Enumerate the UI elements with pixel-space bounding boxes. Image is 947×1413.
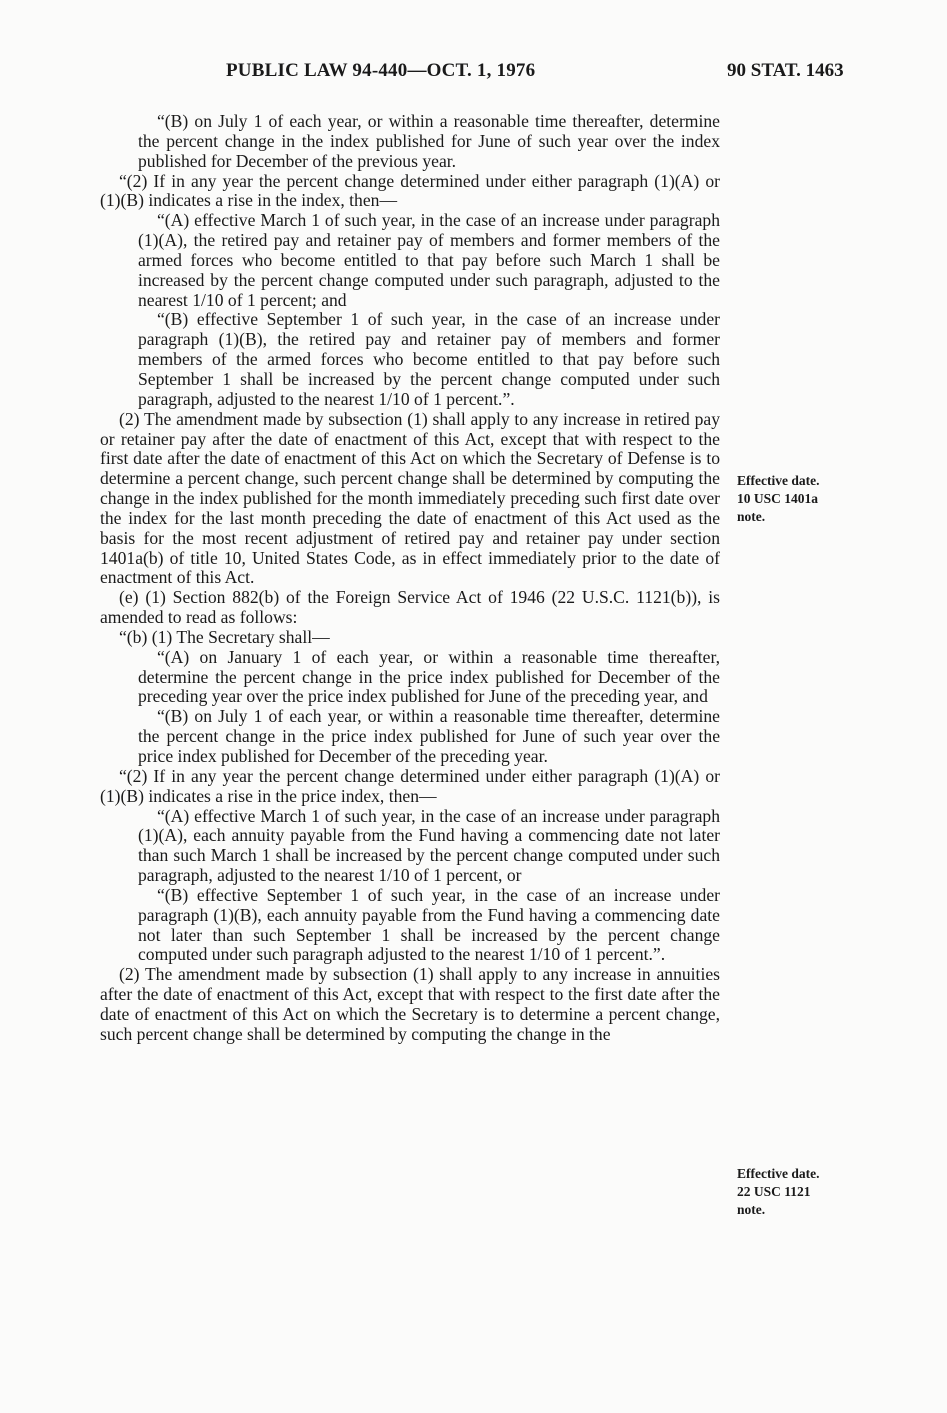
paragraph: “(A) on January 1 of each year, or within a reasonable time thereafter, determine the percent change in the price index published for December of the preceding year over the price index published for June of the preceding year, and	[138, 646, 720, 707]
paragraph: “(B) effective September 1 of such year, in the case of an increase under paragraph (1)(B), each annuity payable from the Fund having a commencing date not later than such September 1 shall be increased by the percent change computed under such paragraph adjusted to the nearest 1/10 of 1 percent.”.	[138, 884, 720, 965]
paragraph: “(B) on July 1 of each year, or within a reasonable time thereafter, determine the percent change in the index published for June of such year over the index published for December of the previous year.	[138, 111, 720, 171]
paragraph: “(B) on July 1 of each year, or within a reasonable time thereafter, determine the percent change in the price index published for June of such year over the price index published for December of the preceding year.	[138, 706, 720, 766]
paragraph: (2) The amendment made by subsection (1) shall apply to any increase in retired pay or retainer pay after the date of enactment of this Act, except that with respect to the first date after the date of enactment of this Act on which the Secretary of Defense is to determine a percent change, such percent change shall be determined by computing the change in the index published for the month immediately preceding such first date over the index for the last month preceding the date of enactment of this Act used as the basis for the most recent adjustment of retired pay and retainer pay under section 1401a(b) of title 10, United States Code, as in effect immediately prior to the date of enactment of this Act.	[100, 408, 720, 588]
statute-page-number: 90 STAT. 1463	[727, 60, 844, 81]
paragraph: “(2) If in any year the percent change determined under either paragraph (1)(A) or (1)(B) indicates a rise in the index, then—	[100, 170, 720, 211]
paragraph: “(A) effective March 1 of such year, in the case of an increase under paragraph (1)(A), the retired pay and retainer pay of members and former members of the armed forces who become entitled to that pay before such March 1 shall be increased by the percent change computed under such paragraph, adjusted to the nearest 1/10 of 1 percent; and	[138, 210, 720, 310]
margin-note-suffix: note.	[737, 1202, 766, 1217]
page-header	[0, 60, 947, 88]
margin-note-suffix: note.	[737, 509, 766, 524]
paragraph: “(2) If in any year the percent change determined under either paragraph (1)(A) or (1)(B) indicates a rise in the price index, then—	[100, 765, 720, 806]
margin-note-citation: 22 USC 1121	[737, 1184, 811, 1199]
running-title: PUBLIC LAW 94-440—OCT. 1, 1976	[226, 60, 536, 81]
statute-body	[100, 112, 720, 1045]
margin-note-citation: 10 USC 1401a	[737, 491, 819, 506]
paragraph: “(A) effective March 1 of such year, in the case of an increase under paragraph (1)(A), each annuity payable from the Fund having a commencing date not later than such March 1 shall be increased by the percent change computed under such paragraph, adjusted to the nearest 1/10 of 1 percent, or	[138, 805, 720, 886]
paragraph: (e) (1) Section 882(b) of the Foreign Service Act of 1946 (22 U.S.C. 1121(b)), is amended to read as follows:	[100, 587, 720, 628]
paragraph: (2) The amendment made by subsection (1) shall apply to any increase in annuities after the date of enactment of this Act, except that with respect to the first date after the date of enactment of this Act on which the Secretary is to determine a percent change, such percent change shall be determined by computing the change in the	[100, 964, 720, 1044]
margin-note	[737, 472, 847, 526]
margin-note	[737, 1165, 847, 1219]
paragraph: “(B) effective September 1 of such year, in the case of an increase under paragraph (1)(B), the retired pay and retainer pay of members and former members of the armed forces who become entitled to that pay before such September 1 shall be increased by the percent change computed under such paragraph, adjusted to the nearest 1/10 of 1 percent.”.	[138, 309, 720, 409]
paragraph: “(b) (1) The Secretary shall—	[119, 626, 330, 647]
margin-note-label: Effective date.	[737, 1166, 820, 1181]
margin-note-label: Effective date.	[737, 473, 820, 488]
